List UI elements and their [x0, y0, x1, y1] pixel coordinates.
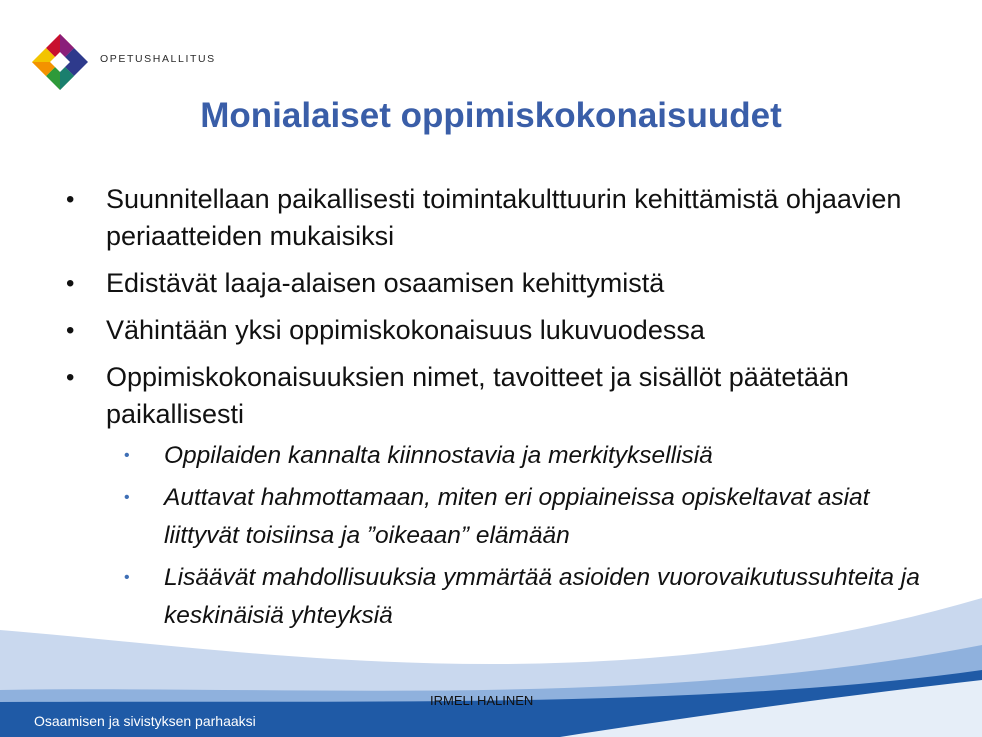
bullet-icon: • [66, 270, 75, 297]
presenter-name: IRMELI HALINEN [430, 693, 534, 708]
bullet-item [66, 265, 946, 302]
bullet-item [66, 359, 946, 433]
bullet-text: Suunnitellaan paikallisesti toimintakulttuurin kehittämistä ohjaavien periaatteiden mukaisiksi [106, 184, 902, 251]
sub-bullet-text: Lisäävät mahdollisuuksia ymmärtää asioiden vuorovaikutussuhteita ja keskinäisiä yhteyksiä [164, 564, 920, 629]
footer-tagline: Osaamisen ja sivistyksen parhaaksi [34, 713, 256, 729]
sub-bullet-icon: • [124, 447, 130, 464]
bullet-item [66, 312, 946, 349]
opetushallitus-logo-icon [30, 32, 90, 92]
sub-bullet-icon: • [124, 489, 130, 506]
bullet-icon: • [66, 364, 75, 391]
slide-content [66, 181, 946, 639]
bullet-icon: • [66, 186, 75, 213]
sub-bullet-icon: • [124, 569, 130, 586]
bullet-text: Vähintään yksi oppimiskokonaisuus lukuvuodessa [106, 315, 705, 345]
slide-title: Monialaiset oppimiskokonaisuudet [200, 96, 782, 135]
bullet-item [66, 181, 946, 255]
organization-name: OPETUSHALLITUS [100, 53, 216, 65]
sub-bullet-text: Oppilaiden kannalta kiinnostavia ja merkityksellisiä [164, 442, 713, 469]
bullet-text: Oppimiskokonaisuuksien nimet, tavoitteet ja sisällöt päätetään paikallisesti [106, 362, 849, 429]
bullet-text: Edistävät laaja-alaisen osaamisen kehittymistä [106, 268, 665, 298]
sub-bullet-item [66, 437, 946, 475]
bullet-icon: • [66, 317, 75, 344]
sub-bullet-item [66, 479, 946, 555]
sub-bullet-text: Auttavat hahmottamaan, miten eri oppiaineissa opiskeltavat asiat liittyvät toisiinsa ja ”oikeaan” elämään [164, 484, 870, 549]
